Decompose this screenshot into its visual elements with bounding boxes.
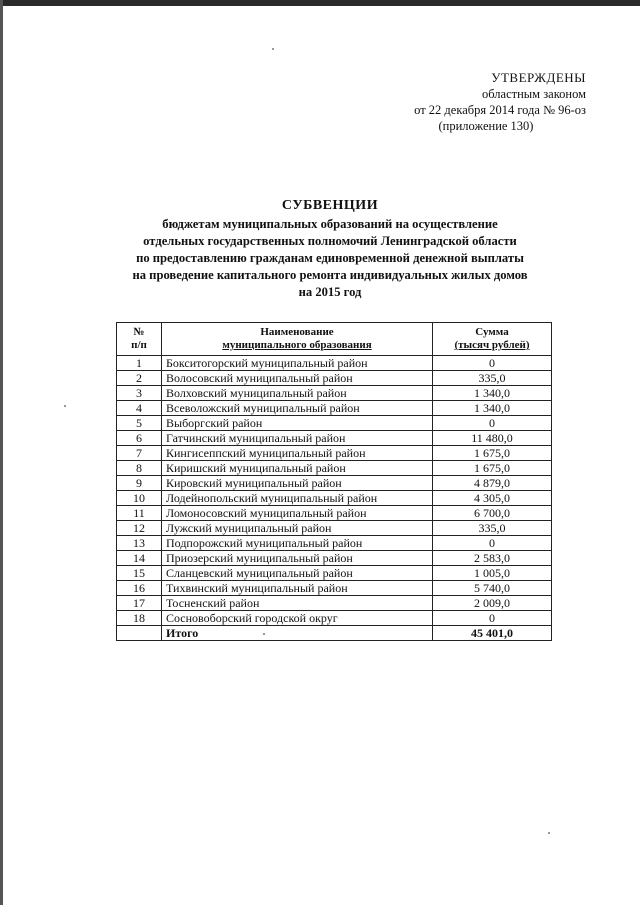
row-num: 13: [117, 536, 162, 551]
row-num: 11: [117, 506, 162, 521]
row-sum: 5 740,0: [433, 581, 552, 596]
scan-speck: [272, 48, 274, 50]
table-row: [117, 521, 552, 536]
header-sum: [433, 323, 552, 356]
row-num: 4: [117, 401, 162, 416]
title-line: отдельных государственных полномочий Ленинградской области: [143, 234, 517, 248]
row-name: Кингисеппский муниципальный район: [162, 446, 433, 461]
row-num: 16: [117, 581, 162, 596]
scan-speck: [548, 832, 550, 834]
document-title: [70, 197, 590, 301]
approval-stamp: [366, 70, 586, 134]
row-num: 18: [117, 611, 162, 626]
table-row: [117, 356, 552, 371]
row-num: 17: [117, 596, 162, 611]
approval-law: областным законом: [481, 87, 586, 101]
scan-speck: [64, 405, 66, 407]
header-name: [162, 323, 433, 356]
row-sum: 2 583,0: [433, 551, 552, 566]
title-line: бюджетам муниципальных образований на осуществление: [162, 217, 498, 231]
row-name: Тосненский район: [162, 596, 433, 611]
table-row: [117, 536, 552, 551]
title-line: на проведение капитального ремонта индивидуальных жилых домов: [132, 268, 528, 282]
row-sum: 1 340,0: [433, 401, 552, 416]
row-num: 9: [117, 476, 162, 491]
total-label: Итого: [162, 626, 433, 641]
row-sum: 6 700,0: [433, 506, 552, 521]
approval-appendix: (приложение 130): [438, 119, 534, 133]
row-name: Волховский муниципальный район: [162, 386, 433, 401]
row-name: Лужский муниципальный район: [162, 521, 433, 536]
row-num: 1: [117, 356, 162, 371]
subsidy-table: [116, 322, 552, 641]
scan-edge-top: [0, 0, 640, 6]
row-num: 15: [117, 566, 162, 581]
total-sum: 45 401,0: [433, 626, 552, 641]
row-name: Сланцевский муниципальный район: [162, 566, 433, 581]
row-sum: 335,0: [433, 521, 552, 536]
row-num: 7: [117, 446, 162, 461]
row-name: Приозерский муниципальный район: [162, 551, 433, 566]
row-name: Всеволожский муниципальный район: [162, 401, 433, 416]
row-num: 8: [117, 461, 162, 476]
table-row: [117, 371, 552, 386]
table-row: [117, 476, 552, 491]
row-sum: 4 879,0: [433, 476, 552, 491]
total-row: [117, 626, 552, 641]
approval-date: от 22 декабря 2014 года № 96-оз: [414, 103, 586, 117]
table-row: [117, 581, 552, 596]
row-num: 12: [117, 521, 162, 536]
row-num: 10: [117, 491, 162, 506]
row-sum: 2 009,0: [433, 596, 552, 611]
row-name: Ломоносовский муниципальный район: [162, 506, 433, 521]
table-row: [117, 506, 552, 521]
row-name: Подпорожский муниципальный район: [162, 536, 433, 551]
row-sum: 1 675,0: [433, 446, 552, 461]
row-name: Киришский муниципальный район: [162, 461, 433, 476]
table-row: [117, 431, 552, 446]
total-num-cell: [117, 626, 162, 641]
row-name: Кировский муниципальный район: [162, 476, 433, 491]
approval-head: УТВЕРЖДЕНЫ: [491, 70, 586, 85]
title-main: СУБВЕНЦИИ: [281, 198, 379, 213]
table-row: [117, 596, 552, 611]
title-line: по предоставлению гражданам единовременной денежной выплаты: [136, 251, 524, 265]
row-name: Гатчинский муниципальный район: [162, 431, 433, 446]
table-row: [117, 416, 552, 431]
header-num: [117, 323, 162, 356]
row-num: 5: [117, 416, 162, 431]
row-sum: 4 305,0: [433, 491, 552, 506]
row-sum: 0: [433, 356, 552, 371]
row-num: 6: [117, 431, 162, 446]
row-sum: 0: [433, 416, 552, 431]
row-sum: 11 480,0: [433, 431, 552, 446]
header-name-top: Наименование: [260, 326, 334, 338]
row-sum: 0: [433, 611, 552, 626]
header-sum-top: Сумма: [475, 326, 509, 338]
table-row: [117, 446, 552, 461]
row-sum: 335,0: [433, 371, 552, 386]
table-row: [117, 551, 552, 566]
table-row: [117, 401, 552, 416]
row-name: Тихвинский муниципальный район: [162, 581, 433, 596]
table-row: [117, 461, 552, 476]
header-name-bottom: муниципального образования: [222, 339, 372, 351]
row-num: 3: [117, 386, 162, 401]
scan-edge-left: [0, 0, 3, 905]
table-header-row: [117, 323, 552, 356]
header-sum-bottom: (тысяч рублей): [454, 339, 530, 351]
row-name: Волосовский муниципальный район: [162, 371, 433, 386]
row-sum: 0: [433, 536, 552, 551]
table-row: [117, 566, 552, 581]
row-sum: 1 675,0: [433, 461, 552, 476]
row-num: 14: [117, 551, 162, 566]
header-num-bottom: п/п: [131, 339, 147, 351]
row-num: 2: [117, 371, 162, 386]
row-name: Бокситогорский муниципальный район: [162, 356, 433, 371]
table-row: [117, 386, 552, 401]
row-name: Лодейнопольский муниципальный район: [162, 491, 433, 506]
row-sum: 1 005,0: [433, 566, 552, 581]
row-name: Сосновоборский городской округ: [162, 611, 433, 626]
table-row: [117, 611, 552, 626]
table-row: [117, 491, 552, 506]
row-name: Выборгский район: [162, 416, 433, 431]
row-sum: 1 340,0: [433, 386, 552, 401]
title-line: на 2015 год: [298, 285, 362, 299]
header-num-top: №: [133, 326, 145, 338]
